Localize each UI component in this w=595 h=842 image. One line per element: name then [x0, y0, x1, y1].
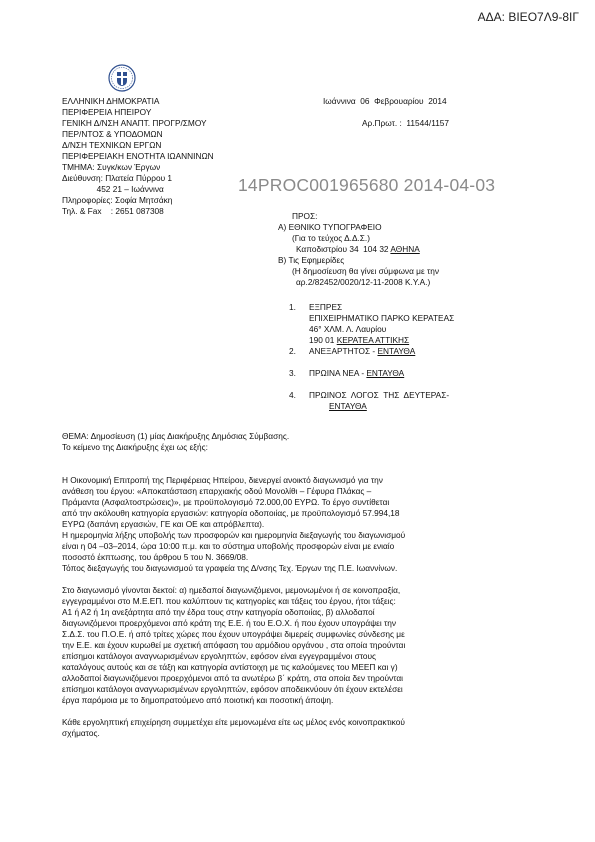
header-line: 452 21 – Ιωάννινα	[62, 184, 164, 194]
recipient-b-note: (Η δημοσίευση θα γίνει σύμφωνα με την	[292, 266, 440, 276]
paragraph-participation: Κάθε εργοληπτική επιχείρηση συμμετέχει είτε μεμονωμένα είτε ως μέλος ενός κοινοπρακτικού σχήματος.	[62, 717, 405, 738]
recipients-heading: ΠΡΟΣ:	[292, 211, 318, 221]
recipient-b-note: αρ.2/82452/0020/12-11-2008 Κ.Υ.Α.)	[296, 277, 431, 287]
procurement-id-stamp: 14PROC001965680 2014-04-03	[238, 175, 496, 195]
recipient-b: Β) Τις Εφημερίδες	[278, 255, 345, 265]
recipients-block	[278, 211, 439, 288]
header-line: ΠΕΡΙΦΕΡΕΙΑΚΗ ΕΝΟΤΗΤΑ ΙΩΑΝΝΙΝΩΝ	[62, 151, 214, 161]
list-item: 1. ΕΞΠΡΕΣ ΕΠΙΧΕΙΡΗΜΑΤΙΚΟ ΠΑΡΚΟ ΚΕΡΑΤΕΑΣ 46° ΧΛΜ. Λ. Λαυρίου 190 01 ΚΕΡΑΤΕΑ ΑΤΤΙΚΗΣ	[289, 302, 455, 345]
header-line: ΕΛΛΗΝΙΚΗ ΔΗΜΟΚΡΑΤΙΑ	[62, 96, 160, 106]
recipient-a: Α) ΕΘΝΙΚΟ ΤΥΠΟΓΡΑΦΕΙΟ	[278, 222, 382, 232]
header-line: Πληροφορίες: Σοφία Μητσάκη	[62, 195, 173, 205]
list-item: 3. ΠΡΩΙΝΑ ΝΕΑ - ΕΝΤΑΥΘΑ	[289, 368, 405, 378]
recipient-a-city: ΑΘΗΝΑ	[390, 244, 420, 254]
header-line: Δ/ΝΣΗ ΤΕΧΝΙΚΩΝ ΕΡΓΩΝ	[62, 140, 162, 150]
list-item: 2. ΑΝΕΞΑΡΤΗΤΟΣ - ΕΝΤΑΥΘΑ	[289, 346, 416, 356]
ada-code: ΑΔΑ: ΒΙΕΟ7Λ9-8ΙΓ	[477, 10, 579, 24]
paragraph-deadline: Η ημερομηνία λήξης υποβολής των προσφορών και ημερομηνία διεξαγωγής του διαγωνισμού είναι η 04 –03–2014, ώρα 10:00 π.μ. και το σύστημα υποβολής προσφορών είναι με ενιαίο ποσοστό έκπτωσης, του άρθρου 5 του Ν. 3669/08. Τόπος διεξαγωγής του διαγωνισμού τα γραφεία της Δ/νσης Τεχ. Έργων της Π.Ε. Ιωαννίνων.	[62, 530, 406, 573]
header-line: ΓΕΝΙΚΗ Δ/ΝΣΗ ΑΝΑΠΤ. ΠΡΟΓΡ/ΣΜΟΥ	[62, 118, 207, 128]
header-line: ΠΕΡ/ΝΤΟΣ & ΥΠΟΔΟΜΩΝ	[62, 129, 163, 139]
header-line: ΤΜΗΜΑ: Συγκ/κων Έργων	[62, 162, 161, 172]
notice-body	[62, 431, 532, 739]
newspaper-list	[289, 302, 454, 412]
protocol-number: Αρ.Πρωτ. : 11544/1157	[362, 118, 450, 128]
subject-line: ΘΕΜΑ: Δημοσίευση (1) μίας Διακήρυξης Δημόσιας Σύμβασης.	[62, 431, 290, 441]
paragraph-eligibility: Στο διαγωνισμό γίνονται δεκτοί: α) ημεδαποί διαγωνιζόμενοι, μεμονωμένοι ή σε κοινοπραξία, εγγεγραμμένοι στο Μ.Ε.ΕΠ. που καλύπτουν τις κατηγορίες και τάξεις του έργου, ήτοι τάξεις: Α1 ή Α2 ή 1η ανεξάρτητα από την έδρα τους στην κατηγορία οδοποιίας, β) αλλοδαποί διαγωνιζόμενοι προερχόμενοι από κράτη της Ε.Ε. ή του Ε.Ο.Χ. ή που έχουν υπογράψει την Σ.Δ.Σ. του Π.Ο.Ε. ή από τρίτες χώρες που έχουν υπογράψει διμερείς συμφωνίες σύνδεσης με την Ε.Ε. και έχουν κυρωθεί με σχετική απόφαση του αρμόδιου οργάνου , στα οποία τηρούνται επίσημοι κατάλογοι αναγνωρισμένων εργοληπτών, εφόσον είναι εγγεγραμμένοι στους καταλόγους αυτούς και σε τάξη και κατηγορία αντίστοιχη με τις καλούμενες του ΜΕΕΠ και γ) αλλοδαποί διαγωνιζόμενοι προερχόμενοι από τα ανωτέρω β΄ κράτη, στα οποία δεν τηρούνται επίσημοι κατάλογοι αναγνωρισμένων εργοληπτών, εφόσον αποδεικνύουν ότι έχουν εκτελέσει έργα παρόμοια με το δημοπρατούμενο από ποιοτική και ποσοτική άποψη.	[62, 585, 406, 705]
greek-coat-of-arms-icon	[108, 64, 136, 92]
recipient-a-address: Καποδιστρίου 34 104 32 ΑΘΗΝΑ	[296, 244, 420, 254]
header-line: Τηλ. & Fax : 2651 087308	[62, 206, 164, 216]
recipient-a-note: (Για το τεύχος Δ.Δ.Σ.)	[292, 233, 370, 243]
document-date: Ιωάννινα 06 Φεβρουαρίου 2014	[323, 96, 447, 106]
list-item: 4. ΠΡΩΙΝΟΣ ΛΟΓΟΣ ΤΗΣ ΔΕΥΤΕΡΑΣ- ΕΝΤΑΥΘΑ	[289, 390, 450, 411]
header-line: Διεύθυνση: Πλατεία Πύρρου 1	[62, 173, 173, 183]
sender-header	[62, 96, 214, 217]
header-line: ΠΕΡΙΦΕΡΕΙΑ ΗΠΕΙΡΟΥ	[62, 107, 152, 117]
subject-subline: Το κείμενο της Διακήρυξης έχει ως εξής:	[62, 442, 208, 452]
paragraph-tender-description: Η Οικονομική Επιτροπή της Περιφέρειας Ηπείρου, διενεργεί ανοικτό διαγωνισμό για την ανάθεση του έργου: «Αποκατάσταση επαρχιακής οδού Μονολίθι – Γέφυρα Πλάκας – Πράμαντα (Ασφαλτοστρώσεις)», με προϋπολογισμό 72.000,00 ΕΥΡΩ. Το έργο συντίθεται από την ακόλουθη κατηγορία εργασιών: κατηγορία οδοποιίας, με προϋπολογισμό 57.994,18 ΕΥΡΩ (δαπάνη εργασιών, ΓΕ και ΟΕ και απρόβλεπτα).	[62, 475, 400, 529]
